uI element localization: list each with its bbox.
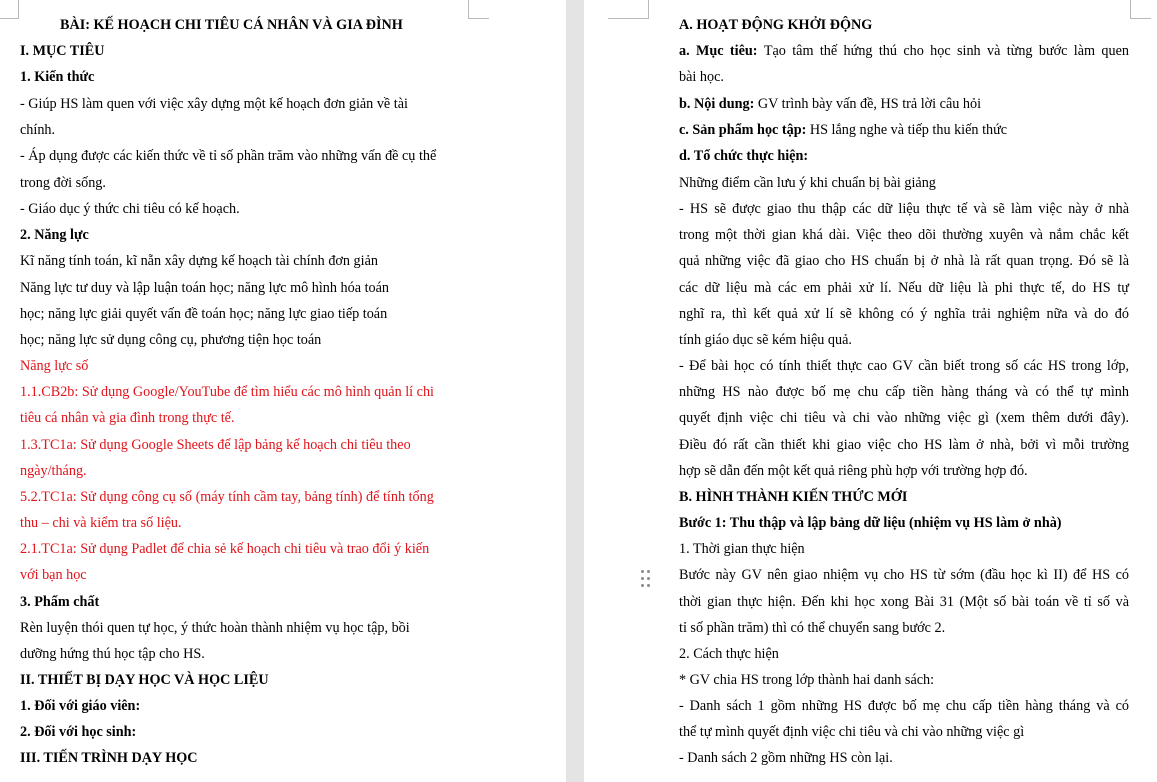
text-line bbox=[679, 488, 907, 506]
text-line bbox=[20, 462, 87, 480]
text-segment: học; năng lực sử dụng công cụ, phương tiện học toán bbox=[20, 332, 322, 348]
text-segment: d. Tổ chức thực hiện: bbox=[679, 148, 809, 164]
text-line bbox=[679, 409, 1129, 427]
text-line bbox=[20, 514, 182, 532]
text-segment: các dữ liệu mà các em phải xử lí. Nếu dữ liệu là phi thực tế, do HS tự bbox=[679, 280, 1129, 296]
text-segment: 2. Năng lực bbox=[20, 227, 89, 243]
text-segment: trong đời sống. bbox=[20, 175, 106, 191]
text-line bbox=[679, 331, 852, 349]
text-segment: 1. Thời gian thực hiện bbox=[679, 541, 805, 557]
text-line bbox=[679, 566, 1129, 584]
text-segment: quả những việc đã giao cho HS chuẩn bị ở nhà là rất quan trọng. Đó sẽ là bbox=[679, 253, 1129, 269]
text-line bbox=[679, 462, 1028, 480]
text-line bbox=[679, 121, 1007, 139]
text-segment: B. HÌNH THÀNH KIẾN THỨC MỚI bbox=[679, 489, 908, 505]
text-line bbox=[679, 68, 724, 86]
text-segment: bài học. bbox=[679, 69, 724, 85]
text-line bbox=[20, 42, 104, 60]
text-segment: Bước này GV nên giao nhiệm vụ cho HS từ sớm (đầu học kì II) để HS có bbox=[679, 567, 1129, 583]
text-line bbox=[679, 645, 779, 663]
text-segment: HS lắng nghe và tiếp thu kiến thức bbox=[809, 122, 1008, 138]
text-line bbox=[679, 174, 936, 192]
text-segment: 2.1.TC1a: Sử dụng Padlet để chia sẻ kế hoạch chi tiêu và trao đổi ý kiến bbox=[20, 541, 430, 557]
text-line bbox=[679, 147, 808, 165]
text-segment: thời gian thực hiện. Đến khi học xong Bài 31 (Một số bài toán về tỉ số và bbox=[679, 594, 1129, 610]
text-line bbox=[20, 409, 235, 427]
text-line bbox=[679, 593, 1129, 611]
text-segment: - Danh sách 1 gồm những HS được bố mẹ chu cấp tiền hàng tháng và có bbox=[679, 698, 1129, 714]
text-segment: - HS sẽ được giao thu thập các dữ liệu thực tế và sẽ làm việc này ở nhà bbox=[679, 201, 1129, 217]
text-line bbox=[679, 383, 1129, 401]
crop-mark bbox=[608, 0, 649, 19]
text-segment: trong một thời gian khá dài. Việc theo dõi thường xuyên và nắm chắc kết bbox=[679, 227, 1129, 243]
text-segment: Rèn luyện thói quen tự học, ý thức hoàn thành nhiệm vụ học tập, bồi bbox=[20, 620, 410, 636]
text-segment: chính. bbox=[20, 122, 56, 138]
text-line bbox=[679, 226, 1129, 244]
text-line bbox=[679, 42, 1129, 60]
text-segment: 1. Kiến thức bbox=[20, 69, 95, 85]
text-segment: tính giáo dục sẽ kém hiệu quả. bbox=[679, 332, 852, 348]
text-line bbox=[679, 540, 805, 558]
text-line bbox=[20, 226, 89, 244]
text-segment: Kĩ năng tính toán, kĩ nẵn xây dựng kế hoạch tài chính đơn giản bbox=[20, 253, 378, 269]
text-segment: thể tự mình quyết định việc chi tiêu và chi vào những việc gì bbox=[679, 724, 1025, 740]
text-segment: 1.1.CB2b: Sử dụng Google/YouTube để tìm hiểu các mô hình quản lí chi bbox=[20, 384, 434, 400]
text-line bbox=[20, 357, 88, 375]
text-line bbox=[679, 697, 1129, 715]
text-line bbox=[679, 95, 981, 113]
text-segment: II. THIẾT BỊ DẠY HỌC VÀ HỌC LIỆU bbox=[20, 672, 269, 688]
text-segment: 3. Phẩm chất bbox=[20, 594, 100, 610]
text-segment: Năng lực tư duy và lập luận toán học; năng lực mô hình hóa toán bbox=[20, 280, 389, 296]
text-line bbox=[679, 357, 1129, 375]
text-segment: dưỡng hứng thú học tập cho HS. bbox=[20, 646, 205, 662]
text-segment: b. Nội dung: bbox=[679, 96, 758, 112]
text-segment: 2. Cách thực hiện bbox=[679, 646, 779, 662]
text-line bbox=[679, 671, 934, 689]
text-line bbox=[679, 514, 1062, 532]
text-segment: Bước 1: Thu thập và lập bảng dữ liệu (nhiệm vụ HS làm ở nhà) bbox=[679, 515, 1062, 531]
text-segment: quyết định việc chi tiêu và chi vào những việc gì (xem thêm dưới đây). bbox=[679, 410, 1129, 426]
text-line bbox=[679, 279, 1129, 297]
text-segment: A. HOẠT ĐỘNG KHỞI ĐỘNG bbox=[679, 17, 873, 33]
text-segment: I. MỤC TIÊU bbox=[20, 43, 105, 59]
text-line bbox=[20, 68, 94, 86]
crop-mark bbox=[468, 0, 489, 19]
text-line bbox=[20, 200, 240, 218]
text-segment: - Để bài học có tính thiết thực cao GV cần biết trong số các HS trong lớp, bbox=[679, 358, 1129, 374]
text-line bbox=[679, 252, 1129, 270]
text-line bbox=[679, 619, 945, 637]
text-segment: tỉ số phần trăm) thì có thể chuyển sang bước 2. bbox=[679, 620, 946, 636]
text-line bbox=[20, 95, 408, 113]
text-segment: tiêu cá nhân và gia đình trong thực tế. bbox=[20, 410, 235, 426]
text-line bbox=[20, 619, 410, 637]
text-segment: 1.3.TC1a: Sử dụng Google Sheets để lập bảng kế hoạch chi tiêu theo bbox=[20, 437, 411, 453]
text-line bbox=[679, 200, 1129, 218]
text-line bbox=[20, 174, 106, 192]
text-segment: 1. Đối với giáo viên: bbox=[20, 698, 141, 714]
text-line bbox=[20, 697, 140, 715]
text-line bbox=[679, 723, 1024, 741]
drag-handle-icon[interactable] bbox=[641, 570, 651, 588]
text-line bbox=[20, 147, 436, 165]
text-segment: BÀI: KẾ HOẠCH CHI TIÊU CÁ NHÂN VÀ GIA ĐÌNH bbox=[60, 17, 403, 33]
text-segment: - Áp dụng được các kiến thức về tỉ số phần trăm vào những vấn đề cụ thể bbox=[20, 148, 437, 164]
crop-mark bbox=[1130, 0, 1151, 19]
text-line bbox=[679, 436, 1129, 454]
page-gap bbox=[566, 0, 584, 782]
text-segment: nghĩ ra, thì kết quả xử lí sẽ không có ý nghĩa trải nghiệm nữa và do đó bbox=[679, 306, 1129, 322]
text-segment: với bạn học bbox=[20, 567, 87, 583]
text-line bbox=[20, 252, 378, 270]
text-line bbox=[679, 16, 872, 34]
text-segment: GV trình bày vấn đề, HS trả lời câu hỏi bbox=[757, 96, 982, 112]
text-line bbox=[20, 305, 387, 323]
crop-mark bbox=[0, 0, 19, 19]
text-segment: những HS nào được bố mẹ chu cấp tiền hàng tháng và có thể tự mình bbox=[679, 384, 1129, 400]
text-line bbox=[20, 593, 99, 611]
text-segment: ngày/tháng. bbox=[20, 463, 87, 479]
text-line bbox=[20, 436, 411, 454]
text-segment: 5.2.TC1a: Sử dụng công cụ số (máy tính cầm tay, bảng tính) để tính tổng bbox=[20, 489, 434, 505]
text-segment: - Giáo dục ý thức chi tiêu có kế hoạch. bbox=[20, 201, 240, 217]
text-segment: Những điểm cần lưu ý khi chuẩn bị bài giảng bbox=[679, 175, 936, 191]
text-segment: Điều đó rất cần thiết khi giao việc cho HS làm ở nhà, bởi vì mỗi trường bbox=[679, 437, 1129, 453]
text-segment: c. Sản phẩm học tập: bbox=[679, 122, 810, 138]
text-line bbox=[20, 645, 205, 663]
text-segment: Tạo tâm thế hứng thú cho học sinh và từng bước làm quen bbox=[763, 43, 1129, 59]
text-segment: III. TIẾN TRÌNH DẠY HỌC bbox=[20, 750, 198, 766]
text-line bbox=[20, 540, 429, 558]
text-segment: - Danh sách 2 gồm những HS còn lại. bbox=[679, 750, 893, 766]
text-line bbox=[20, 749, 198, 767]
text-segment: thu – chi và kiểm tra số liệu. bbox=[20, 515, 182, 531]
text-line bbox=[20, 331, 321, 349]
text-line bbox=[20, 121, 55, 139]
text-line bbox=[20, 488, 434, 506]
text-line bbox=[60, 16, 403, 34]
text-line bbox=[20, 723, 136, 741]
text-line bbox=[20, 566, 87, 584]
text-segment: hợp sẽ dẫn đến một kết quả riêng phù hợp với trường hợp đó. bbox=[679, 463, 1028, 479]
text-line bbox=[679, 305, 1129, 323]
text-segment: a. Mục tiêu: bbox=[679, 43, 764, 59]
text-segment: - Giúp HS làm quen với việc xây dựng một kế hoạch đơn giản về tài bbox=[20, 96, 408, 112]
text-line bbox=[679, 749, 893, 767]
text-segment: Năng lực số bbox=[20, 358, 89, 374]
text-segment: học; năng lực giải quyết vấn đề toán học; năng lực giao tiếp toán bbox=[20, 306, 388, 322]
text-segment: 2. Đối với học sinh: bbox=[20, 724, 137, 740]
text-line bbox=[20, 383, 434, 401]
text-line bbox=[20, 279, 389, 297]
text-segment: * GV chia HS trong lớp thành hai danh sách: bbox=[679, 672, 935, 688]
text-line bbox=[20, 671, 269, 689]
